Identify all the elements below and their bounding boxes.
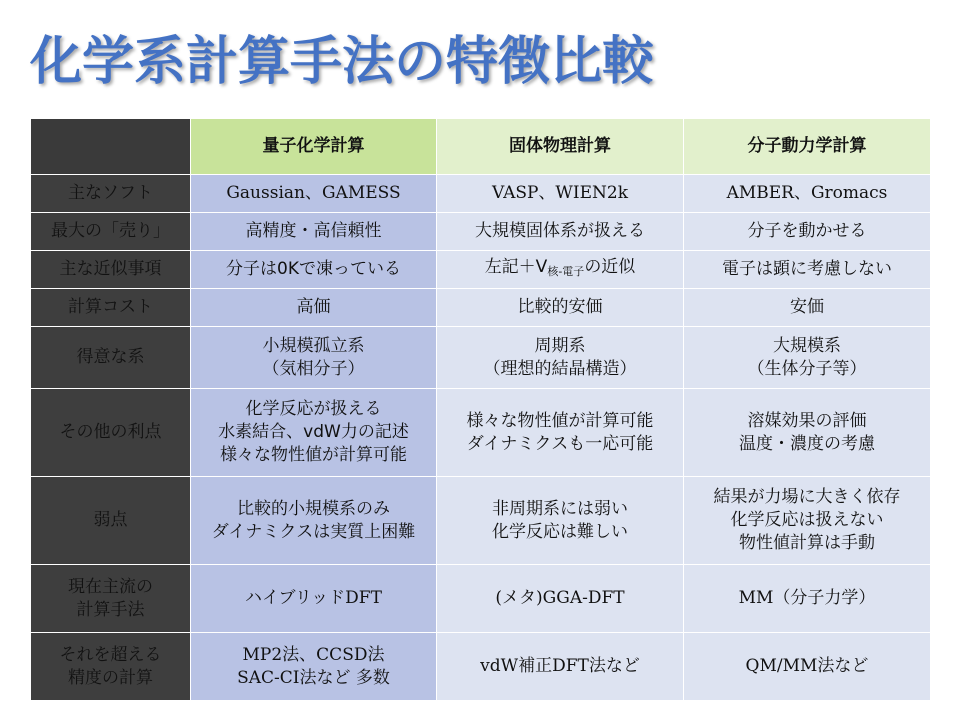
- cell-text: 分子は0Kで凍っている: [226, 259, 401, 279]
- cell-line: 非周期系には弱い: [492, 498, 628, 519]
- row-header: [31, 327, 191, 389]
- table-row-main-software: [31, 175, 931, 213]
- table-cell-quantum: [191, 213, 437, 251]
- row-header-label: 最大の「売り」: [51, 221, 170, 241]
- row-header: [31, 175, 191, 213]
- cell-text: QM/MM法など: [745, 656, 869, 676]
- comparison-table: [30, 118, 931, 701]
- column-header-solid-state-physics: 固体物理計算: [437, 119, 684, 175]
- cell-line: 物性値計算は手動: [739, 533, 875, 553]
- cell-line: 化学反応が扱える: [245, 399, 382, 419]
- table-row-mainstream-method: [31, 565, 931, 633]
- approx-subscript: 核-電子: [547, 265, 585, 278]
- row-header: [31, 251, 191, 289]
- table-row-higher-accuracy: [31, 633, 931, 701]
- cell-line: 大規模系: [773, 335, 841, 356]
- approx-prefix: 左記＋V: [484, 257, 548, 277]
- table-row-weaknesses: [31, 477, 931, 565]
- cell-line: SAC-CI法など 多数: [237, 667, 390, 688]
- table-cell-solid: [437, 289, 684, 327]
- page-title: 化学系計算手法の特徴比較: [30, 32, 655, 92]
- row-header: [31, 289, 191, 327]
- row-header: [31, 565, 191, 633]
- cell-line: 結果が力場に大きく依存: [713, 487, 901, 507]
- cell-text: 高精度・高信頼性: [245, 221, 382, 241]
- cell-line: 様々な物性値が計算可能: [220, 445, 407, 465]
- cell-text: MM（分子力学）: [738, 588, 876, 608]
- row-header: [31, 477, 191, 565]
- table-cell-md: [684, 213, 931, 251]
- row-header: [31, 213, 191, 251]
- table-cell-solid: [437, 565, 684, 633]
- cell-text: 大規模固体系が扱える: [475, 221, 645, 241]
- column-header-molecular-dynamics: 分子動力学計算: [684, 119, 931, 175]
- cell-line: 水素結合、vdW力の記述: [218, 422, 409, 442]
- table-cell-quantum: [191, 175, 437, 213]
- cell-line: 温度・濃度の考慮: [739, 433, 875, 454]
- table-cell-solid: [437, 633, 684, 701]
- row-header-label: 精度の計算: [68, 667, 153, 688]
- cell-line: 様々な物性値が計算可能: [466, 410, 654, 431]
- header-row: [31, 119, 931, 175]
- table-cell-quantum: [191, 327, 437, 389]
- row-header-label: 弱点: [93, 510, 128, 530]
- cell-text: 高価: [296, 297, 331, 317]
- cell-line: 化学反応は難しい: [492, 521, 628, 542]
- row-header-label: 現在主流の: [68, 576, 153, 597]
- cell-text: (メタ)GGA-DFT: [495, 588, 625, 608]
- approx-suffix: の近似: [584, 257, 636, 277]
- table-cell-md: [684, 251, 931, 289]
- table-cell-md: [684, 289, 931, 327]
- cell-text: ハイブリッドDFT: [245, 588, 382, 608]
- cell-line: 溶媒効果の評価: [747, 410, 867, 431]
- column-header-quantum-chemistry: 量子化学計算: [191, 119, 437, 175]
- cell-line: ダイナミクスも一応可能: [466, 433, 654, 454]
- table-cell-solid: [437, 175, 684, 213]
- table-row-other-advantages: [31, 389, 931, 477]
- row-header-label: 得意な系: [76, 347, 145, 367]
- cell-line: （生体分子等）: [747, 358, 867, 379]
- table-cell-quantum: [191, 289, 437, 327]
- table-cell-md: [684, 389, 931, 477]
- cell-text: 電子は顕に考慮しない: [722, 259, 892, 279]
- row-header: [31, 633, 191, 701]
- cell-line: （理想的結晶構造）: [483, 358, 637, 379]
- cell-line: 化学反応は扱えない: [730, 510, 884, 530]
- row-header-label: 主な近似事項: [59, 259, 162, 279]
- row-header-label: その他の利点: [59, 422, 162, 442]
- cell-line: 周期系: [534, 335, 586, 356]
- table-corner-cell: [31, 119, 191, 175]
- table-cell-solid: [437, 213, 684, 251]
- table-cell-md: [684, 565, 931, 633]
- table-cell-md: [684, 327, 931, 389]
- table-cell-quantum: [191, 389, 437, 477]
- row-header-label: 計算コスト: [68, 297, 153, 317]
- table-cell-quantum: [191, 477, 437, 565]
- cell-line: MP2法、CCSD法: [242, 644, 385, 665]
- table-cell-md: [684, 477, 931, 565]
- cell-text: Gaussian、GAMESS: [226, 183, 401, 203]
- table-cell-solid: [437, 389, 684, 477]
- cell-line: 小規模孤立系: [262, 335, 365, 356]
- table-cell-md: [684, 175, 931, 213]
- row-header: [31, 389, 191, 477]
- table-row-approximations: [31, 251, 931, 289]
- table-row-selling-point: [31, 213, 931, 251]
- table-cell-quantum: [191, 565, 437, 633]
- row-header-label: 主なソフト: [68, 183, 153, 203]
- table-row-cost: [31, 289, 931, 327]
- table-cell-quantum: [191, 251, 437, 289]
- cell-text: vdW補正DFT法など: [480, 656, 640, 676]
- table-cell-solid: [437, 477, 684, 565]
- table-cell-quantum: [191, 633, 437, 701]
- cell-text: VASP、WIEN2k: [491, 183, 629, 203]
- table-row-strong-systems: [31, 327, 931, 389]
- table-cell-md: [684, 633, 931, 701]
- row-header-label: それを超える: [59, 644, 162, 665]
- table-cell-solid: [437, 251, 684, 289]
- cell-line: ダイナミクスは実質上困難: [211, 521, 416, 542]
- cell-line: （気相分子）: [262, 358, 365, 379]
- table-cell-solid: [437, 327, 684, 389]
- cell-text: 分子を動かせる: [747, 221, 867, 241]
- cell-line: 比較的小規模系のみ: [237, 498, 390, 519]
- row-header-label: 計算手法: [76, 599, 145, 620]
- cell-text: 安価: [790, 297, 824, 317]
- cell-text: AMBER、Gromacs: [726, 183, 888, 203]
- cell-text: 比較的安価: [517, 297, 603, 317]
